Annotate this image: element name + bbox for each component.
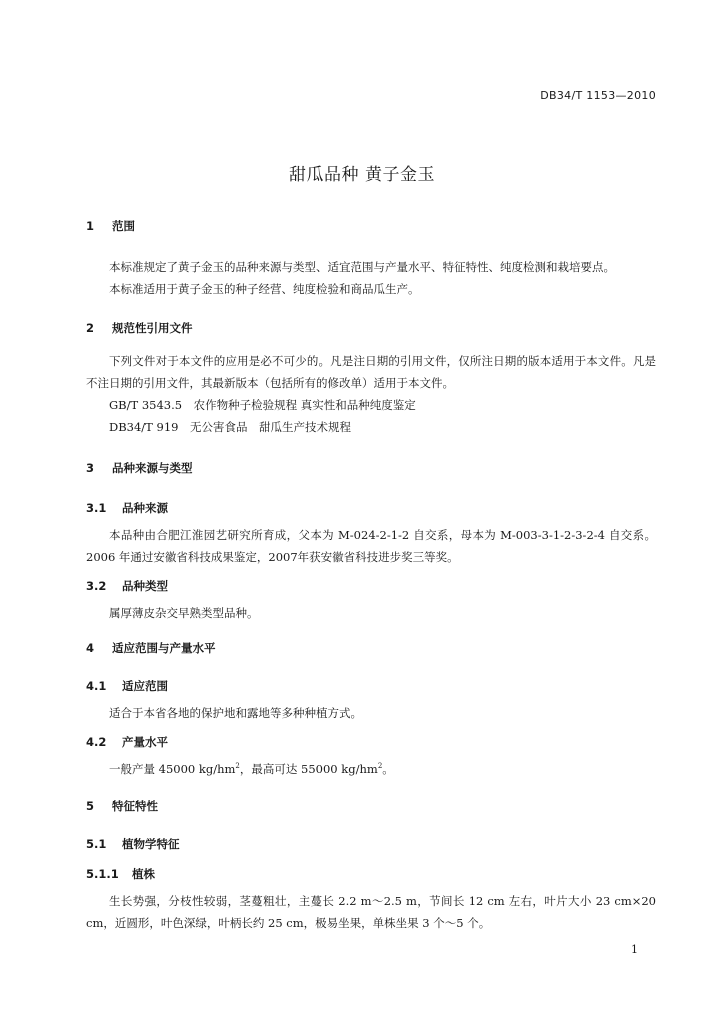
section-number: 5.1.1 (86, 867, 119, 881)
text-run: ，最高可达 55000 kg/hm (239, 762, 378, 776)
text-run: 一般产量 45000 kg/hm (109, 762, 236, 776)
section-heading-4 (86, 640, 656, 656)
document-body (86, 218, 656, 934)
section-heading-5 (86, 798, 656, 814)
section-heading-2 (86, 320, 656, 336)
reference-item: GB/T 3543.5 农作物种子检验规程 真实性和品种纯度鉴定 (109, 398, 416, 412)
paragraph: 本品种由合肥江淮园艺研究所育成，父本为 M-024-2-1-2 自交系，母本为 M-003-3-1-2-3-2-4 自交系。2006 年通过安徽省科技成果鉴定，2007年获安徽省科技进步奖三等奖。 (86, 528, 656, 564)
section-number: 4.2 (86, 735, 107, 749)
subsection-heading-3-2 (86, 578, 656, 594)
superscript: 2 (377, 762, 383, 771)
paragraph (86, 758, 656, 780)
section-number: 2 (86, 321, 95, 335)
superscript: 2 (235, 762, 240, 771)
section-title: 产量水平 (122, 735, 169, 749)
section-number: 3 (86, 461, 95, 475)
reference-item: DB34/T 919 无公害食品 甜瓜生产技术规程 (109, 420, 351, 434)
section-number: 5.1 (86, 837, 107, 851)
section-number: 1 (86, 219, 95, 233)
section-title: 植物学特征 (122, 837, 180, 851)
section-heading-1 (86, 218, 656, 234)
paragraph: 下列文件对于本文件的应用是必不可少的。凡是注日期的引用文件，仅所注日期的版本适用于本文件。凡是不注日期的引用文件，其最新版本（包括所有的修改单）适用于本文件。 (86, 354, 656, 390)
subsection-heading-5-1-1 (86, 866, 656, 882)
paragraph: 适合于本省各地的保护地和露地等多种种植方式。 (109, 706, 362, 720)
section-title: 范围 (112, 219, 136, 233)
section-title: 适应范围 (122, 679, 169, 693)
paragraph: 本标准适用于黄子金玉的种子经营、纯度检验和商品瓜生产。 (109, 282, 420, 296)
section-heading-3 (86, 460, 656, 476)
section-title: 规范性引用文件 (112, 321, 193, 335)
section-number: 4.1 (86, 679, 107, 693)
paragraph: 属厚薄皮杂交早熟类型品种。 (109, 606, 259, 620)
section-number: 3.1 (86, 501, 107, 515)
subsection-heading-3-1 (86, 500, 656, 516)
page-number: 1 (631, 943, 638, 956)
paragraph: 生长势强，分枝性较弱，茎蔓粗壮，主蔓长 2.2 m～2.5 m，节间长 12 cm 左右，叶片大小 23 cm×20 cm，近圆形，叶色深绿，叶柄长约 25 cm，极易坐果，单株坐果 3 个～5 个。 (86, 894, 656, 930)
section-number: 3.2 (86, 579, 107, 593)
subsection-heading-5-1 (86, 836, 656, 852)
section-title: 植株 (132, 867, 156, 881)
section-number: 5 (86, 799, 95, 813)
document-title: 甜瓜品种 黄子金玉 (289, 165, 435, 185)
section-title: 品种来源 (122, 501, 169, 515)
section-title: 品种类型 (122, 579, 169, 593)
paragraph: 本标准规定了黄子金玉的品种来源与类型、适宜范围与产量水平、特征特性、纯度检测和栽培要点。 (109, 260, 615, 274)
section-number: 4 (86, 641, 95, 655)
section-title: 品种来源与类型 (112, 461, 193, 475)
section-title: 特征特性 (112, 799, 159, 813)
standard-code: DB34/T 1153—2010 (540, 89, 656, 102)
subsection-heading-4-1 (86, 678, 656, 694)
subsection-heading-4-2 (86, 734, 656, 750)
section-title: 适应范围与产量水平 (112, 641, 216, 655)
text-run: 。 (382, 762, 394, 776)
